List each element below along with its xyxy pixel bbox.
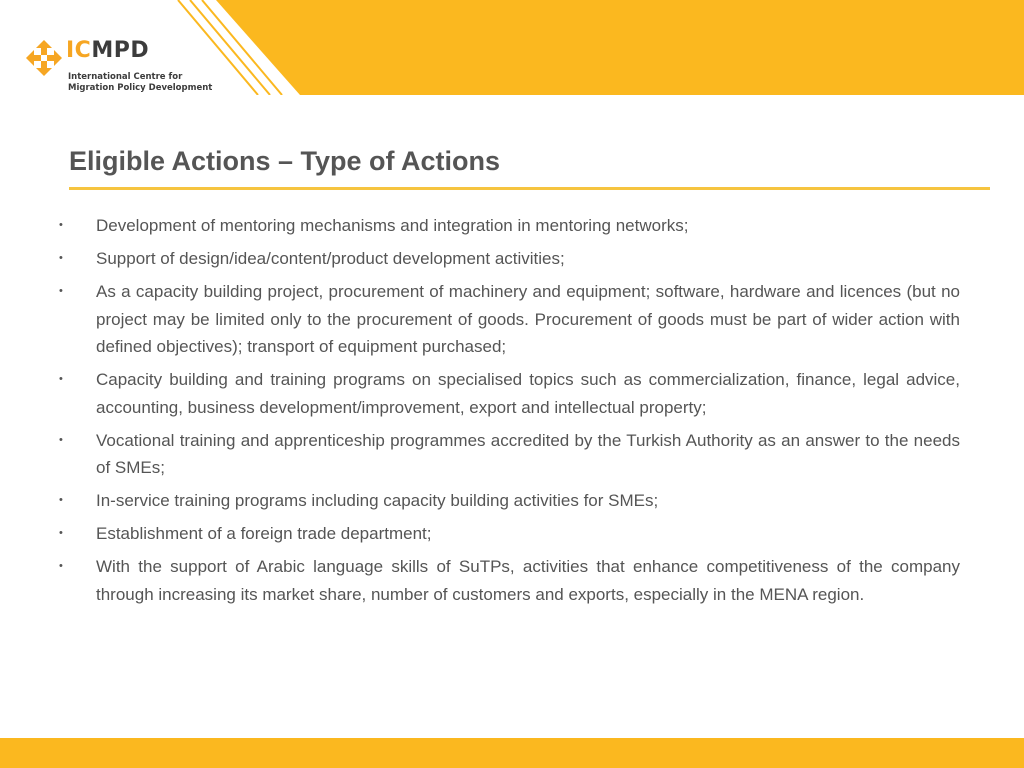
bullet-text: In-service training programs including capacity building activities for SMEs; (96, 491, 659, 510)
bullet-text: Development of mentoring mechanisms and integration in mentoring networks; (96, 216, 689, 235)
bullet-list (56, 212, 960, 614)
bullet-text: As a capacity building project, procurement of machinery and equipment; software, hardware and licences (but no project may be limited only to the procurement of goods. Procurement of goods must be part of wider action with defined objectives); transport of equipment purchased; (96, 282, 960, 356)
bullet-item (56, 212, 960, 240)
bullet-item (56, 487, 960, 515)
bullet-icon: • (59, 527, 63, 539)
bullet-item (56, 427, 960, 482)
bullet-item (56, 366, 960, 421)
bullet-text: Establishment of a foreign trade department; (96, 524, 432, 543)
bullet-icon: • (59, 560, 63, 572)
bullet-icon: • (59, 219, 63, 231)
title-underline (69, 187, 990, 190)
bullet-text: Support of design/idea/content/product development activities; (96, 249, 565, 268)
bullet-icon: • (59, 285, 63, 297)
bullet-icon: • (59, 252, 63, 264)
icmpd-arrows-icon (24, 38, 64, 78)
bullet-item (56, 553, 960, 608)
brand-subtitle (68, 72, 212, 94)
bullet-icon: • (59, 494, 63, 506)
brand-subtitle-line1: International Centre for (68, 72, 183, 82)
bullet-text: Vocational training and apprenticeship programmes accredited by the Turkish Authority as an answer to the needs of SMEs; (96, 430, 960, 477)
footer-band (0, 738, 1024, 768)
bullet-text: With the support of Arabic language skills of SuTPs, activities that enhance competitiveness of the company through increasing its market share, number of customers and exports, especially in the MENA region. (96, 557, 960, 604)
bullet-icon: • (59, 373, 63, 385)
brand-subtitle-line2: Migration Policy Development (68, 83, 213, 93)
brand-name: ICMPD (66, 38, 150, 63)
bullet-text: Capacity building and training programs on specialised topics such as commercialization, finance, legal advice, accounting, business development/improvement, export and intellectual property; (96, 370, 960, 417)
bullet-icon: • (59, 433, 63, 446)
bullet-item (56, 278, 960, 361)
slide-title: Eligible Actions – Type of Actions (69, 146, 501, 176)
bullet-item (56, 520, 960, 548)
icmpd-logo (24, 38, 224, 98)
bullet-item (56, 245, 960, 273)
